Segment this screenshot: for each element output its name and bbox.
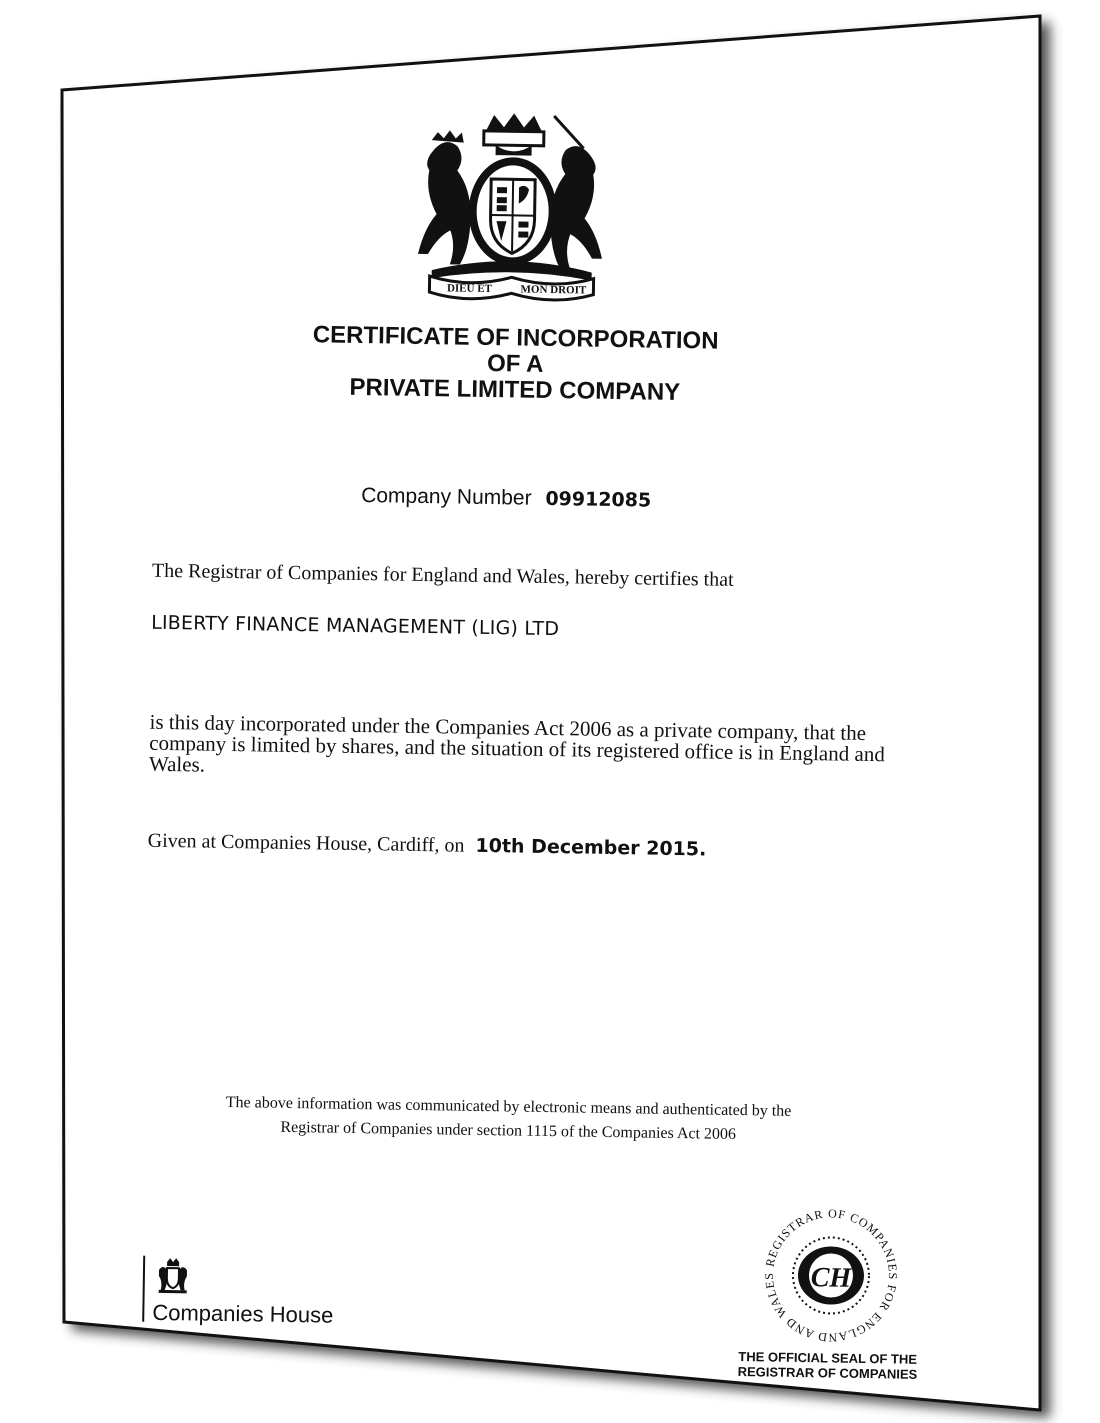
companies-house-label: Companies House <box>152 1299 334 1328</box>
title-line-1: CERTIFICATE OF INCORPORATION <box>312 321 719 355</box>
footnote-line-2: Registrar of Companies under section 1115 of the Companies Act 2006 <box>280 1118 737 1143</box>
seal-caption <box>727 1349 927 1382</box>
registrar-statement: The Registrar of Companies for England and Wales, hereby certifies that <box>151 559 734 591</box>
certificate-title <box>255 321 776 407</box>
motto-right-text: MON DROIT <box>520 283 587 297</box>
given-at-line <box>148 830 707 862</box>
seal-monogram: CH <box>810 1262 852 1294</box>
seal-caption-line-1: THE OFFICIAL SEAL OF THE <box>738 1349 918 1367</box>
logo-divider <box>142 1256 145 1322</box>
seal-ring-text: REGISTRAR OF COMPANIES FOR ENGLAND AND WALES <box>761 1206 901 1345</box>
motto-left-text: DIEU ET <box>446 282 493 296</box>
footnote-line-1: The above information was communicated by electronic means and authenticated by the <box>225 1093 792 1120</box>
official-seal-icon <box>750 1199 912 1351</box>
given-at-text: Given at Companies House, Cardiff, on <box>147 829 465 857</box>
incorporation-statement: is this day incorporated under the Companies Act 2006 as a private company, that the company is limited by shares, and the situation of its registered office is in England and Wales. <box>148 709 886 777</box>
incorporation-date: 10th December 2015. <box>475 834 707 861</box>
companies-house-logo <box>140 1256 371 1330</box>
company-number-line <box>361 484 651 513</box>
company-name: LIBERTY FINANCE MANAGEMENT (LIG) LTD <box>150 611 560 641</box>
company-number-value: 09912085 <box>545 487 652 512</box>
royal-crest-icon <box>155 1258 192 1295</box>
title-line-3: PRIVATE LIMITED COMPANY <box>349 373 681 407</box>
company-number-label: Company Number <box>361 484 532 510</box>
royal-coat-of-arms-icon <box>411 110 614 303</box>
seal-caption-line-2: REGISTRAR OF COMPANIES <box>737 1364 918 1382</box>
authentication-footnote <box>193 1090 824 1148</box>
title-line-2: OF A <box>486 349 544 378</box>
